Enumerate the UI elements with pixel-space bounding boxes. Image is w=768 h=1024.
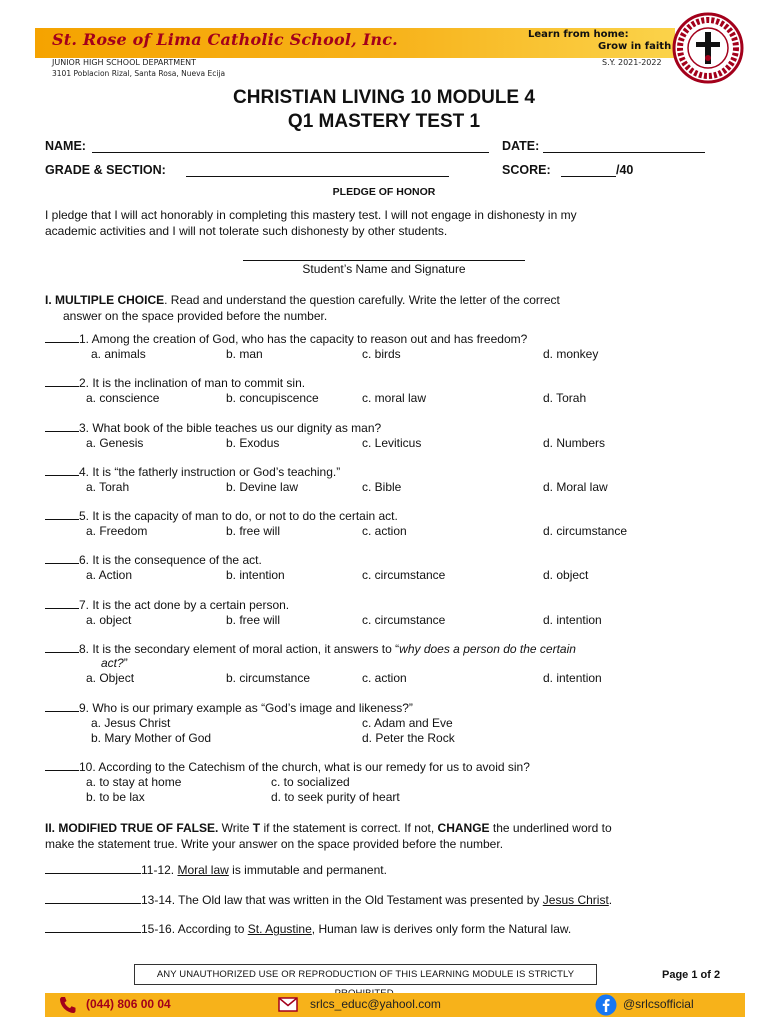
item-11-12: 11-12. Moral law is immutable and permanent. bbox=[45, 863, 387, 877]
signature-label: Student’s Name and Signature bbox=[302, 262, 466, 276]
question-9: 9. Who is our primary example as “God’s image and likeness?” bbox=[45, 701, 413, 715]
option: d. monkey bbox=[543, 347, 599, 361]
answer-blank-7[interactable] bbox=[45, 608, 79, 609]
phone-icon bbox=[58, 995, 78, 1015]
question-3: 3. What book of the bible teaches us our dignity as man? bbox=[45, 421, 381, 435]
option: d. Moral law bbox=[543, 480, 608, 494]
name-label: NAME: bbox=[45, 139, 86, 153]
option: a. conscience bbox=[86, 391, 160, 405]
part1-instr-line1: . Read and understand the question carefully. Write the letter of the correct bbox=[164, 293, 560, 307]
option: c. action bbox=[362, 671, 407, 685]
part2-heading: II. MODIFIED TRUE OF FALSE. bbox=[45, 821, 219, 835]
option: a. object bbox=[86, 613, 132, 627]
part2-instruction: II. MODIFIED TRUE OF FALSE. Write T if the statement is correct. If not, CHANGE the underlined word to bbox=[45, 821, 612, 835]
question-6: 6. It is the consequence of the act. bbox=[45, 553, 262, 567]
score-field[interactable] bbox=[561, 176, 616, 177]
score-label: SCORE: bbox=[502, 163, 551, 177]
option: c. Adam and Eve bbox=[362, 716, 453, 730]
tagline-line1: Learn from home: bbox=[528, 29, 629, 40]
option: b. concupiscence bbox=[226, 391, 319, 405]
option: c. birds bbox=[362, 347, 401, 361]
option: a. animals bbox=[91, 347, 146, 361]
date-field[interactable] bbox=[543, 152, 705, 153]
option: b. Mary Mother of God bbox=[91, 731, 212, 745]
answer-blank-5[interactable] bbox=[45, 519, 79, 520]
question-10: 10. According to the Catechism of the church, what is our remedy for us to avoid sin? bbox=[45, 760, 530, 774]
option: a. Action bbox=[86, 568, 133, 582]
school-name: St. Rose of Lima Catholic School, Inc. bbox=[52, 30, 398, 49]
option: d. Peter the Rock bbox=[362, 731, 455, 745]
part2-instr-line2: make the statement true. Write your answer on the space provided before the number. bbox=[45, 837, 504, 851]
option: c. Leviticus bbox=[362, 436, 422, 450]
signature-line[interactable] bbox=[243, 260, 525, 261]
option: b. to be lax bbox=[86, 790, 145, 804]
option: c. Bible bbox=[362, 480, 402, 494]
answer-blank-8[interactable] bbox=[45, 652, 79, 653]
option: d. intention bbox=[543, 613, 602, 627]
option: a. Jesus Christ bbox=[91, 716, 171, 730]
option: d. object bbox=[543, 568, 589, 582]
option: d. Numbers bbox=[543, 436, 606, 450]
option: d. to seek purity of heart bbox=[271, 790, 400, 804]
name-field[interactable] bbox=[92, 152, 489, 153]
part1-heading: I. MULTIPLE CHOICE bbox=[45, 293, 165, 307]
department: JUNIOR HIGH SCHOOL DEPARTMENT bbox=[52, 58, 197, 67]
option: c. to socialized bbox=[271, 775, 350, 789]
question-8: 8. It is the secondary element of moral action, it answers to “why does a person do the certain bbox=[45, 642, 576, 656]
pledge-line1: I pledge that I will act honorably in completing this mastery test. I will not engage in dishonesty in my bbox=[45, 208, 577, 222]
facebook-icon bbox=[595, 994, 617, 1016]
grade-section-field[interactable] bbox=[186, 176, 449, 177]
module-title: CHRISTIAN LIVING 10 MODULE 4 bbox=[233, 87, 535, 108]
item-15-16: 15-16. According to St. Agustine, Human law is derives only form the Natural law. bbox=[45, 922, 571, 936]
question-5: 5. It is the capacity of man to do, or not to do the certain act. bbox=[45, 509, 398, 523]
question-8-cont: act?” bbox=[101, 656, 128, 670]
option: a. Freedom bbox=[86, 524, 148, 538]
option: c. circumstance bbox=[362, 613, 446, 627]
answer-blank-6[interactable] bbox=[45, 563, 79, 564]
part1-instruction bbox=[45, 292, 727, 308]
grade-section-label: GRADE & SECTION: bbox=[45, 163, 166, 177]
address: 3101 Poblacion Rizal, Santa Rosa, Nueva Ecija bbox=[52, 69, 226, 78]
option: c. moral law bbox=[362, 391, 427, 405]
part1-instr-line2: answer on the space provided before the number. bbox=[63, 309, 328, 323]
option: b. free will bbox=[226, 524, 281, 538]
question-7: 7. It is the act done by a certain person. bbox=[45, 598, 289, 612]
tagline-line2: Grow in faith bbox=[598, 41, 672, 52]
option: d. circumstance bbox=[543, 524, 628, 538]
page-number: Page 1 of 2 bbox=[662, 969, 721, 981]
copyright-notice: ANY UNAUTHORIZED USE OR REPRODUCTION OF THIS LEARNING MODULE IS STRICTLY bbox=[134, 964, 597, 985]
test-title: Q1 MASTERY TEST 1 bbox=[287, 111, 481, 132]
option: c. action bbox=[362, 524, 407, 538]
option: c. circumstance bbox=[362, 568, 446, 582]
answer-blank-10[interactable] bbox=[45, 770, 79, 771]
answer-blank-9[interactable] bbox=[45, 711, 79, 712]
footer-email[interactable]: srlcs_educ@yahool.com bbox=[310, 997, 441, 1011]
answer-blank-13-14[interactable] bbox=[45, 903, 141, 904]
question-4: 4. It is “the fatherly instruction or God’s teaching.” bbox=[45, 465, 340, 479]
score-total: /40 bbox=[616, 163, 634, 177]
option: a. Object bbox=[86, 671, 135, 685]
pledge-line2: academic activities and I will not tolerate such dishonesty by other students. bbox=[45, 224, 448, 238]
school-seal-icon bbox=[672, 12, 744, 84]
answer-blank-1[interactable] bbox=[45, 342, 79, 343]
footer-facebook[interactable]: @srlcsofficial bbox=[623, 997, 694, 1011]
school-year: S.Y. 2021-2022 bbox=[602, 58, 662, 67]
answer-blank-2[interactable] bbox=[45, 386, 79, 387]
answer-blank-11-12[interactable] bbox=[45, 873, 141, 874]
option: a. Torah bbox=[86, 480, 130, 494]
option: a. Genesis bbox=[86, 436, 144, 450]
option: d. Torah bbox=[543, 391, 587, 405]
option: b. man bbox=[226, 347, 263, 361]
option: d. intention bbox=[543, 671, 602, 685]
answer-blank-15-16[interactable] bbox=[45, 932, 141, 933]
question-2: 2. It is the inclination of man to commit sin. bbox=[45, 376, 305, 390]
option: b. Devine law bbox=[226, 480, 299, 494]
question-1: 1. Among the creation of God, who has the capacity to reason out and has freedom? bbox=[45, 332, 527, 346]
option: b. intention bbox=[226, 568, 285, 582]
option: a. to stay at home bbox=[86, 775, 182, 789]
option: b. free will bbox=[226, 613, 281, 627]
footer-phone: (044) 806 00 04 bbox=[86, 997, 171, 1011]
pledge-title: PLEDGE OF HONOR bbox=[332, 186, 436, 198]
option: b. circumstance bbox=[226, 671, 311, 685]
option: b. Exodus bbox=[226, 436, 280, 450]
date-label: DATE: bbox=[502, 139, 540, 153]
item-13-14: 13-14. The Old law that was written in the Old Testament was presented by Jesus Christ. bbox=[45, 893, 612, 907]
mail-icon bbox=[278, 997, 298, 1012]
answer-blank-4[interactable] bbox=[45, 475, 79, 476]
answer-blank-3[interactable] bbox=[45, 431, 79, 432]
